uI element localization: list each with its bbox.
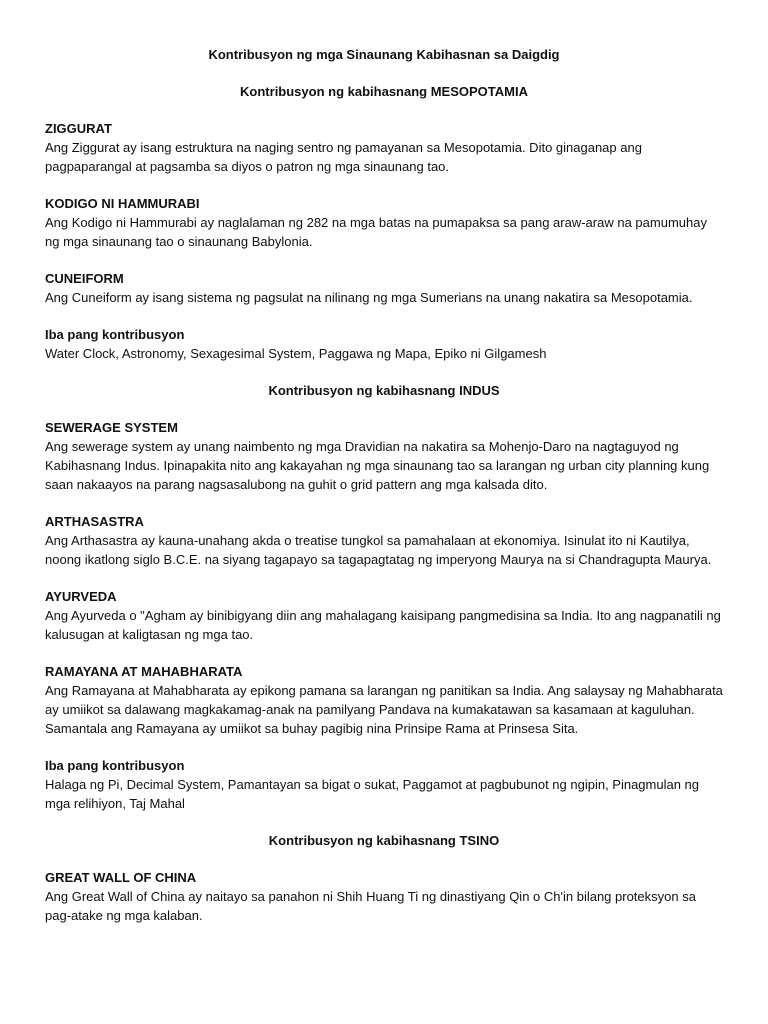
entry-heading: SEWERAGE SYSTEM [45, 420, 178, 435]
entry-heading: ZIGGURAT [45, 121, 112, 136]
entry-body: Ang Arthasastra ay kauna-unahang akda o treatise tungkol sa pamahalaan at ekonomiya. Isinulat ito ni Kautilya, noong ikatlong siglo B.C.E. na siyang tagapayo sa tagapagtatag ng imperyong Maurya na si Chandragupta Maurya. [45, 533, 712, 567]
entry-body: Ang sewerage system ay unang naimbento ng mga Dravidian na nakatira sa Mohenjo-Daro na nagtaguyod ng Kabihasnang Indus. Ipinapakita nito ang kakayahan ng mga sinaunang tao sa larangan ng urban city planning kung saan nakaayos na parang nagsasalubong na guhit o grid pattern ang mga kalsada dito. [45, 439, 710, 492]
section-indus [45, 381, 723, 813]
entry-body: Ang Great Wall of China ay naitayo sa panahon ni Shih Huang Ti ng dinastiyang Qin o Ch'in bilang proteksyon sa pag-atake ng mga kalaban. [45, 889, 696, 923]
entry-heading: AYURVEDA [45, 589, 117, 604]
entry-iba-pang-kontribusyon [45, 756, 723, 813]
entry-body: Halaga ng Pi, Decimal System, Pamantayan sa bigat o sukat, Paggamot at pagbubunot ng ngipin, Pinagmulan ng mga relihiyon, Taj Mahal [45, 777, 700, 811]
entry-body: Water Clock, Astronomy, Sexagesimal System, Paggawa ng Mapa, Epiko ni Gilgamesh [45, 346, 547, 361]
entry-kodigo-ni-hammurabi [45, 194, 723, 251]
entry-great-wall-of-china [45, 868, 723, 925]
entry-sewerage-system [45, 418, 723, 494]
entry-body: Ang Cuneiform ay isang sistema ng pagsulat na nilinang ng mga Sumerians na unang nakatira sa Mesopotamia. [45, 290, 693, 305]
entry-heading: CUNEIFORM [45, 271, 124, 286]
entry-heading: KODIGO NI HAMMURABI [45, 196, 200, 211]
entry-iba-pang-kontribusyon [45, 325, 723, 363]
entry-heading: ARTHASASTRA [45, 514, 144, 529]
section-title: Kontribusyon ng kabihasnang MESOPOTAMIA [240, 84, 528, 99]
entry-body: Ang Ayurveda o "Agham ay binibigyang diin ang mahalagang kaisipang pangmedisina sa India. Ito ang nagpanatili ng kalusugan at kaligtasan ng mga tao. [45, 608, 721, 642]
document-title: Kontribusyon ng mga Sinaunang Kabihasnan sa Daigdig [208, 47, 560, 62]
entry-ayurveda [45, 587, 723, 644]
entry-ziggurat [45, 119, 723, 176]
entry-heading: GREAT WALL OF CHINA [45, 870, 197, 885]
section-title: Kontribusyon ng kabihasnang TSINO [268, 833, 500, 848]
entry-body: Ang Ramayana at Mahabharata ay epikong pamana sa larangan ng panitikan sa India. Ang salaysay ng Mahabharata ay umiikot sa dalawang magkakamag-anak na pamilyang Pandava na kumakatawan sa kasamaan at kaguluhan. Samantala ang Ramayana ay umiikot sa buhay pagibig nina Prinsipe Rama at Prinsesa Sita. [45, 683, 723, 736]
entry-body: Ang Kodigo ni Hammurabi ay naglalaman ng 282 na mga batas na pumapaksa sa pang araw-araw na pamumuhay ng mga sinaunang tao o sinaunang Babylonia. [45, 215, 707, 249]
entry-ramayana-at-mahabharata [45, 662, 723, 738]
section-title: Kontribusyon ng kabihasnang INDUS [268, 383, 500, 398]
entry-heading: Iba pang kontribusyon [45, 758, 185, 773]
entry-arthasastra [45, 512, 723, 569]
section-mesopotamia [45, 82, 723, 363]
entry-heading: RAMAYANA AT MAHABHARATA [45, 664, 243, 679]
entry-heading: Iba pang kontribusyon [45, 327, 185, 342]
entry-body: Ang Ziggurat ay isang estruktura na naging sentro ng pamayanan sa Mesopotamia. Dito ginaganap ang pagpaparangal at pagsamba sa diyos o patron ng mga sinaunang tao. [45, 140, 642, 174]
section-tsino [45, 831, 723, 925]
entry-cuneiform [45, 269, 723, 307]
